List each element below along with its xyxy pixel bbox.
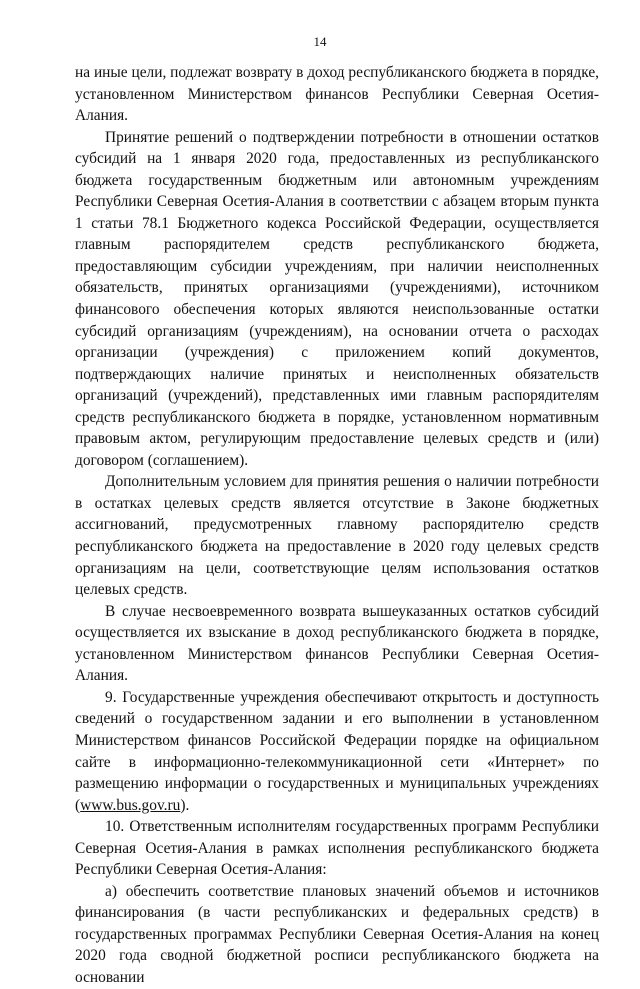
paragraph-item-10: 10. Ответственным исполнителям государственных программ Республики Северная Осетия-Алания в рамках исполнения республиканского бюджета Республики Северная Осетия-Алания: bbox=[75, 818, 599, 879]
paragraph-additional-condition: Дополнительным условием для принятия решения о наличии потребности в остатках целевых средств является отсутствие в Законе бюджетных ассигнований, предусмотренных главному распорядителю средств республиканского бюджета на предоставление в 2020 году целевых средств организациям на цели, соответствующие целям использования остатков целевых средств. bbox=[75, 473, 599, 599]
item-9-tail: ). bbox=[180, 796, 190, 814]
paragraph-late-return: В случае несвоевременного возврата вышеуказанных остатков субсидий осуществляется их взыскание в доход республиканского бюджета в порядке, установленном Министерством финансов Республики Северная Осетия-Алания. bbox=[75, 602, 599, 685]
paragraph-subsidy-decision: Принятие решений о подтверждении потребности в отношении остатков субсидий на 1 января 2020 года, предоставленных из республиканского бюджета государственным бюджетным или автономным учреждениям Республики Северная Осетия-Алания в соответствии с абзацем вторым пункта 1 статьи 78.1 Бюджетного кодекса Российской Федерации, осуществляется главным распорядителем средств республиканского бюджета, предоставляющим субсидии учреждениям, при наличии неисполненных обязательств, принятых организациями (учреждениями), источником финансового обеспечения которых являются неиспользованные остатки субсидий организациям (учреждениям), на основании отчета о расходах организации (учреждения) с приложением копий документов, подтверждающих наличие принятых и неисполненных обязательств организаций (учреждений), представленных ими главным распорядителям средств республиканского бюджета в порядке, установленном нормативным правовым актом, регулирующим предоставление целевых средств и (или) договором (соглашением). bbox=[75, 128, 599, 469]
page-number: 14 bbox=[313, 34, 327, 49]
paragraph-item-10-a: а) обеспечить соответствие плановых значений объемов и источников финансирования (в части республиканских и федеральных средств) в государственных программах Республики Северная Осетия-Алания на конец 2020 года сводной бюджетной росписи республиканского бюджета на основании bbox=[75, 882, 599, 986]
document-body bbox=[75, 62, 599, 989]
bus-gov-link[interactable]: www.bus.gov.ru bbox=[80, 796, 181, 814]
item-9-text: 9. Государственные учреждения обеспечивают открытость и доступность сведений о государственном задании и его выполнении в установленном Министерством финансов Российской Федерации порядке на официальном сайте в информационно-телекоммуникационной сети «Интернет» по размещению информации о государственных и муниципальных учреждениях bbox=[75, 688, 599, 793]
paragraph-continuation: на иные цели, подлежат возврату в доход республиканского бюджета в порядке, установленном Министерством финансов Республики Северная Осетия-Алания. bbox=[75, 64, 599, 125]
paragraph-item-9: 9. Государственные учреждения обеспечивают открытость и доступность сведений о государственном задании и его выполнении в установленном Министерством финансов Российской Федерации порядке на официальном сайте в информационно-телекоммуникационной сети «Интернет» по размещению информации о государственных и муниципальных учреждениях (www.bus.gov.ru). bbox=[75, 688, 599, 814]
